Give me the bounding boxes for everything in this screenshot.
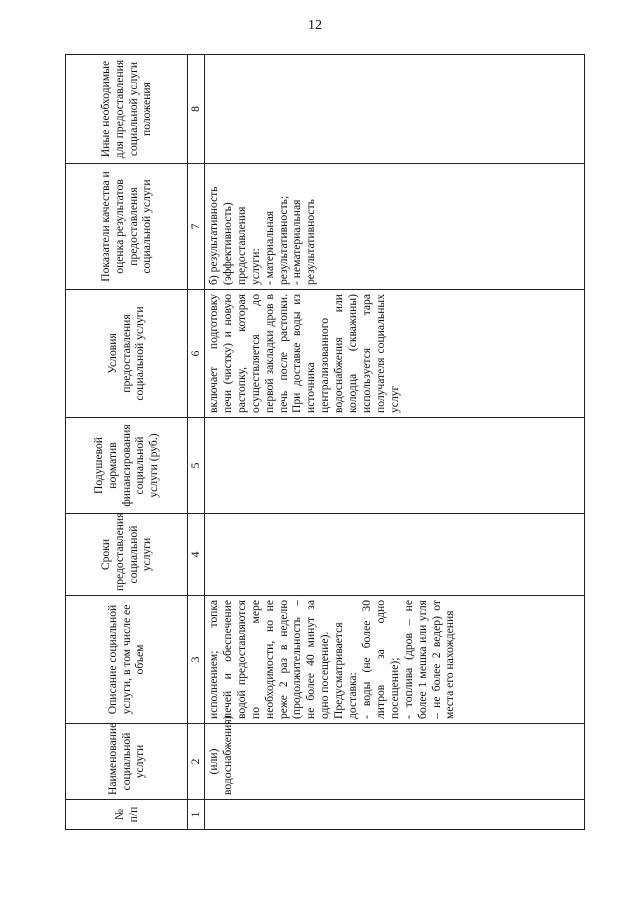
cell-service-name: (или) водоснабжения) [205,724,585,800]
column-number: 2 [188,724,205,800]
description-line: Предусматривается доставка: [332,622,360,719]
quality-line: - материальная результативность; [262,195,290,285]
cell-terms [205,514,585,596]
table-row [205,55,585,830]
header-service-name: Наименование социальной услуги [66,724,188,800]
rotated-table-frame [65,55,585,830]
cell-number [205,800,585,830]
cell-quality [205,164,585,290]
header-quality: Показатели качества и оценка результатов предоставления социальной услуги [66,164,188,290]
column-number: 4 [188,514,205,596]
social-services-table [65,54,585,830]
header-conditions: Условия предоставления социальной услуги [66,290,188,418]
header-terms: Сроки предоставления социальной услуги [66,514,188,596]
column-number: 6 [188,290,205,418]
header-other: Иные необходимые для предоставления социальной услуги положения [66,55,188,164]
column-number: 8 [188,55,205,164]
column-number: 3 [188,596,205,724]
cell-financing [205,418,585,514]
header-description: Описание социальной услуги, в том числе ее объем [66,596,188,724]
cell-conditions: включает подготовку печи (чистку) и новую растопку, которая осуществляется до первой закладки дров в печь после растопки. При доставке воды из источника централизованного водоснабжения или колодца (скважины) используется тара получателя социальных услуг [205,290,585,418]
column-number: 5 [188,418,205,514]
quality-line: - нематериальная результативность [290,199,318,285]
column-number: 1 [188,800,205,830]
header-row [66,55,188,830]
cell-description [205,596,585,724]
column-number: 7 [188,164,205,290]
header-financing: Подушевой норматив финансирования социальной услуги (руб.) [66,418,188,514]
quality-line: б) результативность (эффективность) предоставления услуги: [207,186,262,285]
description-line: исполнением; топка печей и обеспечение водой предоставляются по мере необходимости, но не реже 2 раз в неделю (продолжительность – не более 40 минут за одно посещение). [207,600,332,719]
page-number: 12 [308,18,322,33]
header-number: № п/п [66,800,188,830]
description-line: - воды (не более 30 литров за одно посещение); [359,600,401,719]
description-line: - топлива (дров – не более 1 мешка или угля – не более 2 ведер) от места его нахождения [401,600,457,719]
column-number-row [188,55,205,830]
cell-other [205,55,585,164]
